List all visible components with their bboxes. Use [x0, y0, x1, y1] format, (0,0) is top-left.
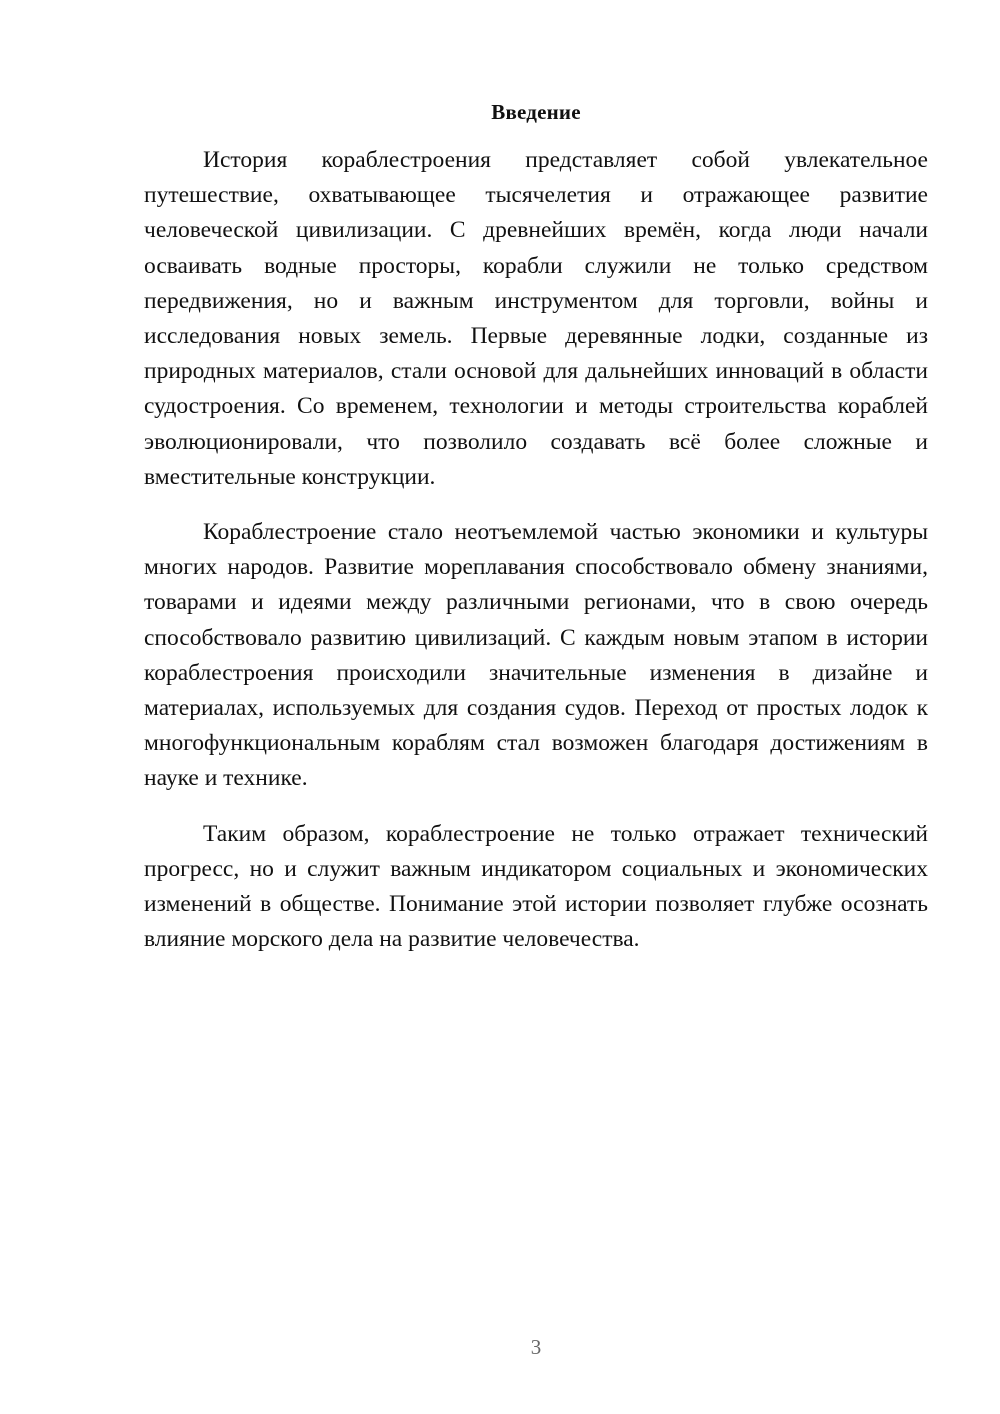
section-title: Введение [491, 100, 581, 124]
paragraph-2: Кораблестроение стало неотъемлемой частью экономики и культуры многих народов. Развитие мореплавания способствовало обмену знаниями, товарами и идеями между различными регионами, что в свою очередь способствовало развитию цивилизаций. С каждым новым этапом в истории кораблестроения происходили значительные изменения в дизайне и материалах, используемых для создания судов. Переход от простых лодок к многофункциональным кораблям стал возможен благодаря достижениям в науке и технике. [144, 519, 928, 792]
body-text [144, 143, 928, 957]
paragraph-3: Таким образом, кораблестроение не только отражает технический прогресс, но и служит важным индикатором социальных и экономических изменений в обществе. Понимание этой истории позволяет глубже осознать влияние морского дела на развитие человечества. [144, 820, 928, 953]
paragraph-1: История кораблестроения представляет собой увлекательное путешествие, охватывающее тысячелетия и отражающее развитие человеческой цивилизации. С древнейших времён, когда люди начали осваивать водные просторы, корабли служили не только средством передвижения, но и важным инструментом для торговли, войны и исследования новых земель. Первые деревянные лодки, созданные из природных материалов, стали основой для дальнейших инноваций в области судостроения. Со временем, технологии и методы строительства кораблей эволюционировали, что позволило создавать всё более сложные и вместительные конструкции. [144, 147, 928, 490]
page-number: 3 [530, 1335, 542, 1359]
